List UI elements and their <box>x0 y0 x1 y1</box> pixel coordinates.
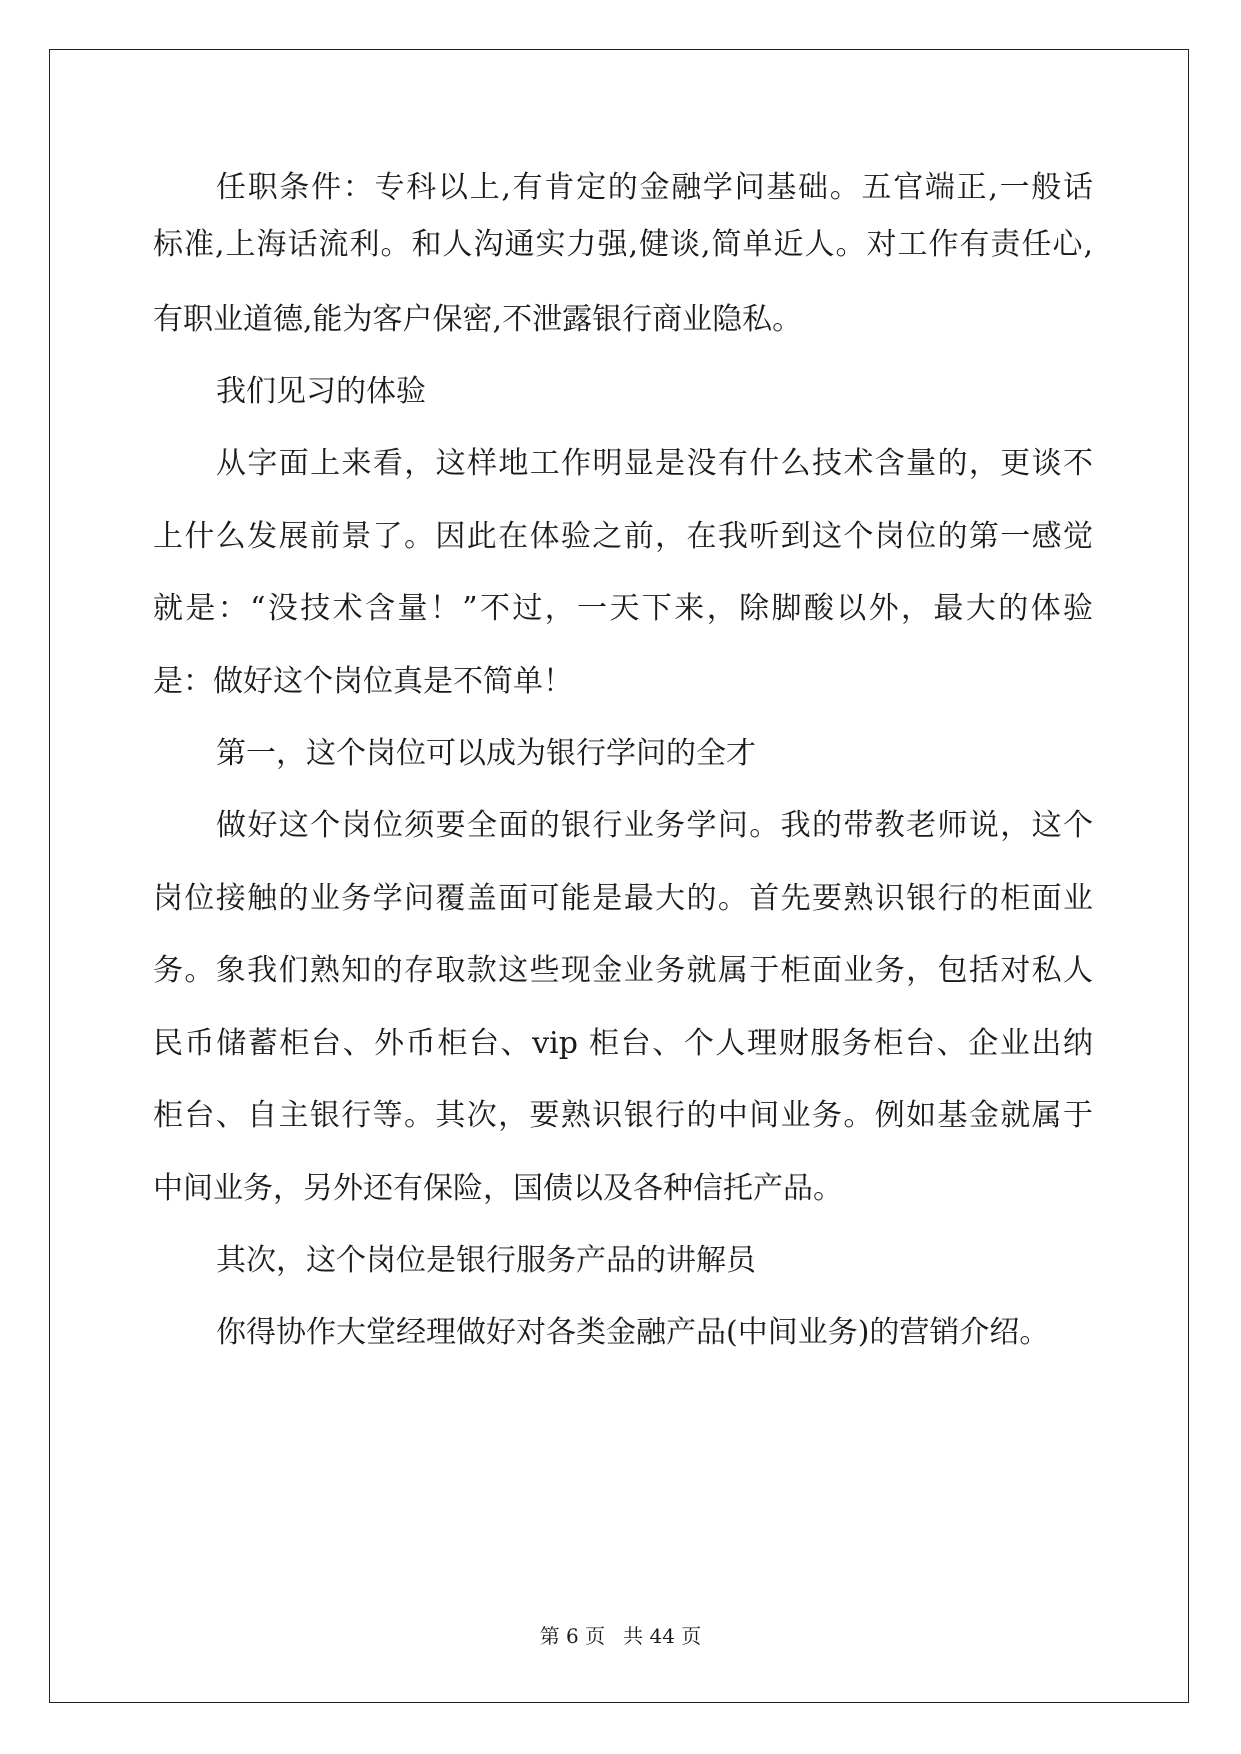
paragraph-line: 岗位接触的业务学问覆盖面可能是最大的。首先要熟识银行的柜面业 <box>153 881 1093 916</box>
paragraph-line: 柜台、自主银行等。其次，要熟识银行的中间业务。例如基金就属于 <box>153 1098 1093 1133</box>
paragraph-line: 中间业务，另外还有保险，国债以及各种信托产品。 <box>153 1171 843 1206</box>
page-total: 共 44 页 <box>623 1624 702 1648</box>
paragraph-line: 你得协作大堂经理做好对各类金融产品(中间业务)的营销介绍。 <box>216 1315 1050 1350</box>
section-heading: 其次，这个岗位是银行服务产品的讲解员 <box>216 1243 756 1278</box>
page-number: 第 6 页 <box>539 1624 606 1648</box>
paragraph-line: 就是：“没技术含量！”不过，一天下来，除脚酸以外，最大的体验 <box>153 591 1093 626</box>
section-heading: 我们见习的体验 <box>216 374 426 409</box>
section-heading: 第一，这个岗位可以成为银行学问的全才 <box>216 736 756 771</box>
paragraph-line: 做好这个岗位须要全面的银行业务学问。我的带教老师说，这个 <box>216 808 1093 843</box>
paragraph-line: 从字面上来看，这样地工作明显是没有什么技术含量的，更谈不 <box>216 446 1093 481</box>
paragraph-line: 民币储蓄柜台、外币柜台、vip 柜台、个人理财服务柜台、企业出纳 <box>153 1026 1093 1061</box>
paragraph-line: 有职业道德,能为客户保密,不泄露银行商业隐私。 <box>153 302 803 337</box>
paragraph-line: 是：做好这个岗位真是不简单！ <box>153 664 573 699</box>
paragraph-line: 任职条件：专科以上,有肯定的金融学问基础。五官端正,一般话 <box>216 170 1093 205</box>
paragraph-line: 务。象我们熟知的存取款这些现金业务就属于柜面业务，包括对私人 <box>153 953 1093 988</box>
paragraph-line: 标准,上海话流利。和人沟通实力强,健谈,简单近人。对工作有责任心, <box>153 227 1093 262</box>
page-footer <box>0 1623 1241 1649</box>
paragraph-line: 上什么发展前景了。因此在体验之前，在我听到这个岗位的第一感觉 <box>153 519 1093 554</box>
